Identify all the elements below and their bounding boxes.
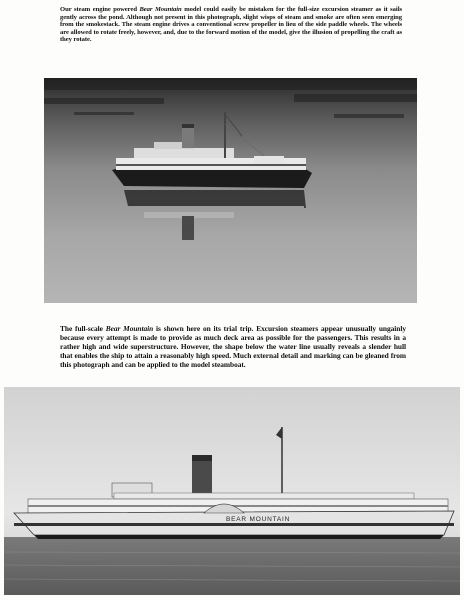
model-photo-caption xyxy=(60,6,402,44)
model-steamboat-photo xyxy=(44,78,417,303)
fullscale-photo-caption xyxy=(60,324,406,369)
caption-text-end: is shown here on its trial trip. Excursion steamers appear unusually ungainly because every attempt is made to provide as much deck area as possible for the passengers. This results in a rather high and wide superstructure. However, the shape below the water line usually reveals a slender hull that enables the ship to attain a reasonably high speed. Much external detail and marking can be gleaned from this photograph and can be applied to the model steamboat. xyxy=(60,324,406,369)
hull-name-text: BEAR MOUNTAIN xyxy=(226,516,291,523)
vessel-name: Bear Mountain xyxy=(139,6,182,13)
caption-text-start: The full-scale xyxy=(60,324,106,333)
vessel-name: Bear Mountain xyxy=(105,324,154,333)
fullscale-steamer-photo xyxy=(4,387,460,595)
caption-text-end: model could easily be mistaken for the full-size excursion steamer as it sails gently across the pond. Although not present in this photograph, slight wisps of steam and smoke are often seen emerging from the smokestack. The steam engine drives a conventional screw propeller in lieu of the side paddle wheels. The wheels are allowed to rotate freely, however, and, due to the forward motion of the model, give the illusion of propelling the craft as they rotate. xyxy=(60,6,402,44)
caption-text-start: Our steam engine powered xyxy=(60,6,140,13)
